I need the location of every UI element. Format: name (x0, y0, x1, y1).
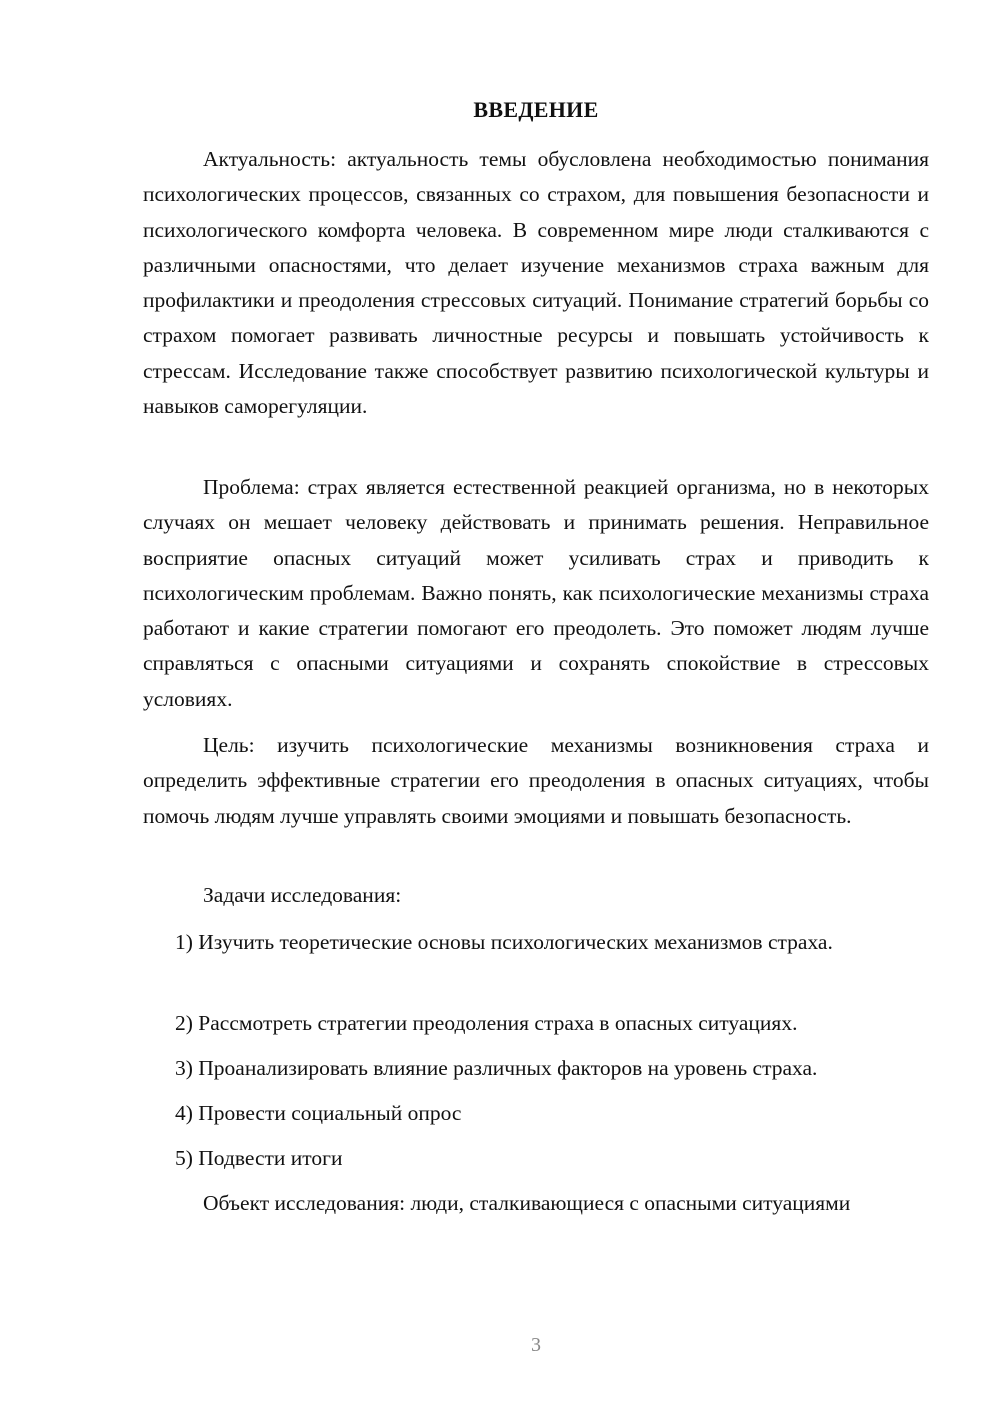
paragraph-goal: Цель: изучить психологические механизмы возникновения страха и определить эффективные стратегии его преодоления в опасных ситуациях, чтобы помочь людям лучше управлять своими эмоциями и повышать безопасность. (143, 733, 929, 828)
task-item-2: 2) Рассмотреть стратегии преодоления страха в опасных ситуациях. (175, 1011, 798, 1035)
task-item-4: 4) Провести социальный опрос (175, 1101, 462, 1125)
section-heading: ВВЕДЕНИЕ (473, 97, 599, 122)
paragraph-object: Объект исследования: люди, сталкивающиеся с опасными ситуациями (203, 1191, 851, 1215)
paragraph-problem: Проблема: страх является естественной реакцией организма, но в некоторых случаях он мешает человеку действовать и принимать решения. Неправильное восприятие опасных ситуаций может усиливать страх и приводить к психологическим проблемам. Важно понять, как психологические механизмы страха работают и какие стратегии помогают его преодолеть. Это поможет людям лучше справляться с опасными ситуациями и сохранять спокойствие в стрессовых условиях. (143, 475, 929, 711)
paragraph-relevance: Актуальность: актуальность темы обусловлена необходимостью понимания психологических процессов, связанных со страхом, для повышения безопасности и психологического комфорта человека. В современном мире люди сталкиваются с различными опасностями, что делает изучение механизмов страха важным для профилактики и преодоления стрессовых ситуаций. Понимание стратегий борьбы со страхом помогает развивать личностные ресурсы и повышать устойчивость к стрессам. Исследование также способствует развитию психологической культуры и навыков саморегуляции. (143, 147, 929, 419)
paragraph-tasks-title: Задачи исследования: (203, 883, 402, 907)
task-item-1: 1) Изучить теоретические основы психологических механизмов страха. (175, 930, 833, 954)
page-number: 3 (531, 1334, 541, 1356)
task-item-5: 5) Подвести итоги (175, 1146, 343, 1170)
task-item-3: 3) Проанализировать влияние различных факторов на уровень страха. (175, 1056, 818, 1080)
